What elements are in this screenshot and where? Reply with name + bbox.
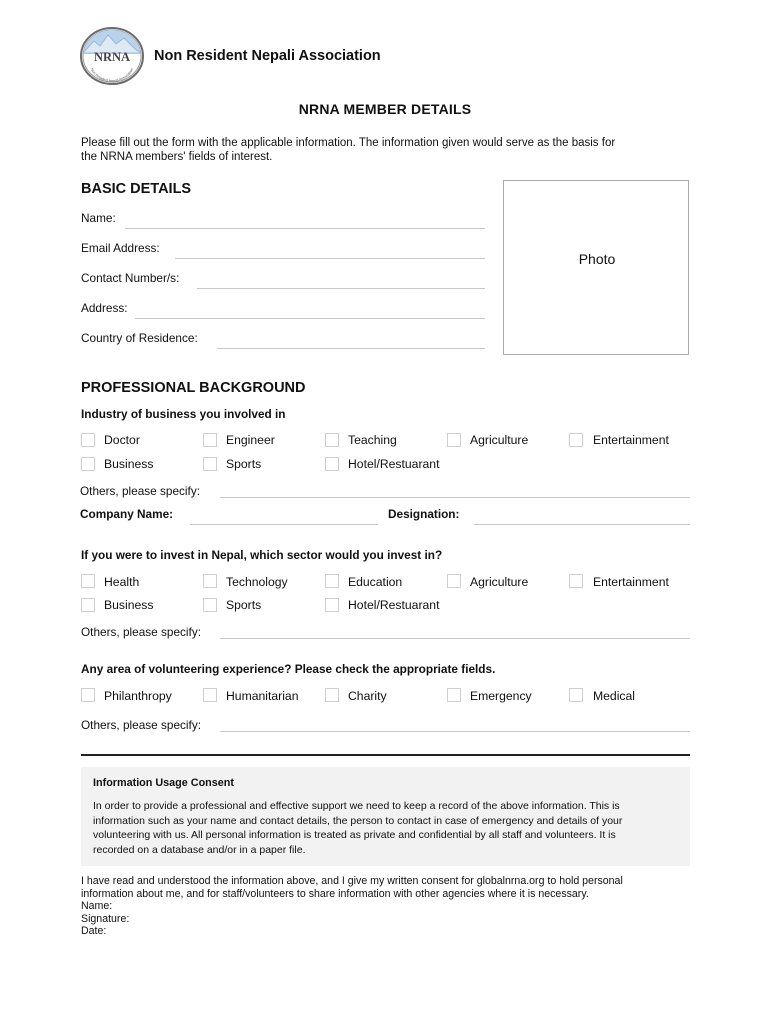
photo-label: Photo [578, 251, 616, 267]
checkbox-education[interactable] [325, 574, 339, 588]
consent-line: recorded on a database and/or in a paper file. [93, 843, 306, 856]
checkbox-medical[interactable] [569, 688, 583, 702]
checkbox-entertainment-invest[interactable] [569, 574, 583, 588]
name-label: Name: [81, 211, 116, 225]
option-label: Business [104, 457, 154, 471]
industry-question: Industry of business you involved in [81, 407, 286, 421]
intro-line: the NRNA members' fields of interest. [81, 151, 273, 163]
invest-others-label: Others, please specify: [81, 625, 201, 639]
checkbox-entertainment[interactable] [569, 433, 583, 447]
checkbox-humanitarian[interactable] [203, 688, 217, 702]
option-label: Agriculture [470, 433, 529, 447]
option-label: Emergency [470, 689, 532, 703]
designation-label: Designation: [388, 507, 460, 521]
name-field[interactable] [125, 228, 485, 229]
nrna-logo [80, 27, 144, 85]
consent-line: volunteering with us. All personal information is treated as private and confidential by all staff and volunteers. It is [93, 829, 616, 842]
logo-text: NRNA [93, 50, 131, 64]
option-label: Philanthropy [104, 689, 172, 703]
option-label: Sports [226, 457, 262, 471]
country-field[interactable] [217, 348, 485, 349]
professional-background-heading: PROFESSIONAL BACKGROUND [81, 380, 306, 396]
form-title: NRNA MEMBER DETAILS [298, 101, 472, 117]
consent-text [93, 799, 685, 857]
checkbox-hotel-restaurant-invest[interactable] [325, 598, 339, 612]
checkbox-health[interactable] [81, 574, 95, 588]
invest-others-field[interactable] [220, 638, 690, 639]
checkbox-agriculture-invest[interactable] [447, 574, 461, 588]
checkbox-hotel-restaurant[interactable] [325, 457, 339, 471]
intro-text [81, 136, 701, 164]
checkbox-agriculture[interactable] [447, 433, 461, 447]
address-label: Address: [81, 301, 128, 315]
volunteer-others-label: Others, please specify: [81, 718, 201, 732]
option-label: Health [104, 575, 140, 589]
option-label: Hotel/Restuarant [348, 457, 440, 471]
section-divider [81, 754, 690, 756]
organization-name: Non Resident Nepali Association [154, 48, 381, 64]
checkbox-charity[interactable] [325, 688, 339, 702]
checkbox-teaching[interactable] [325, 433, 339, 447]
checkbox-emergency[interactable] [447, 688, 461, 702]
ack-signature-label: Signature: [81, 912, 130, 925]
contact-number-label: Contact Number/s: [81, 271, 180, 285]
company-name-label: Company Name: [80, 507, 174, 521]
contact-number-field[interactable] [197, 288, 485, 289]
option-label: Engineer [226, 433, 275, 447]
country-label: Country of Residence: [81, 331, 198, 345]
volunteer-others-field[interactable] [220, 731, 690, 732]
consent-line: information such as your name and contact details, the person to contact in case of emergency and details of your [93, 814, 623, 827]
option-label: Charity [348, 689, 387, 703]
consent-line: In order to provide a professional and effective support we need to keep a record of the above information. This is [93, 800, 620, 812]
email-field[interactable] [175, 258, 485, 259]
option-label: Education [348, 575, 403, 589]
basic-details-heading: BASIC DETAILS [81, 181, 192, 197]
option-label: Entertainment [593, 433, 669, 447]
option-label: Teaching [348, 433, 397, 447]
option-label: Medical [593, 689, 635, 703]
invest-question: If you were to invest in Nepal, which sector would you invest in? [81, 548, 443, 562]
checkbox-philanthropy[interactable] [81, 688, 95, 702]
ack-name-label: Name: [81, 900, 113, 913]
checkbox-technology[interactable] [203, 574, 217, 588]
company-name-field[interactable] [190, 524, 378, 525]
option-label: Doctor [104, 433, 140, 447]
photo-box[interactable] [503, 180, 689, 355]
option-label: Sports [226, 598, 262, 612]
email-label: Email Address: [81, 241, 160, 255]
option-label: Business [104, 598, 154, 612]
checkbox-sports-invest[interactable] [203, 598, 217, 612]
consent-title: Information Usage Consent [93, 777, 234, 789]
ack-line: I have read and understood the information above, and I give my written consent for globalnrna.org to hold personal [81, 875, 623, 887]
option-label: Technology [226, 575, 288, 589]
ack-date-label: Date: [81, 925, 107, 938]
ack-line: information about me, and for staff/volunteers to share information with other agencies where it is necessary. [81, 887, 589, 900]
volunteer-question: Any area of volunteering experience? Please check the appropriate fields. [81, 662, 496, 676]
designation-field[interactable] [474, 524, 690, 525]
checkbox-doctor[interactable] [81, 433, 95, 447]
option-label: Hotel/Restuarant [348, 598, 440, 612]
industry-others-field[interactable] [220, 497, 690, 498]
logo-ring-text: Non Resident Nepali Association [89, 67, 135, 84]
option-label: Entertainment [593, 575, 669, 589]
address-field[interactable] [135, 318, 485, 319]
checkbox-business-invest[interactable] [81, 598, 95, 612]
option-label: Agriculture [470, 575, 529, 589]
acknowledgement [81, 875, 691, 938]
intro-line: Please fill out the form with the applicable information. The information given would serve as the basis for [81, 137, 616, 149]
option-label: Humanitarian [226, 689, 299, 703]
industry-others-label: Others, please specify: [80, 484, 200, 498]
checkbox-business[interactable] [81, 457, 95, 471]
checkbox-engineer[interactable] [203, 433, 217, 447]
checkbox-sports[interactable] [203, 457, 217, 471]
